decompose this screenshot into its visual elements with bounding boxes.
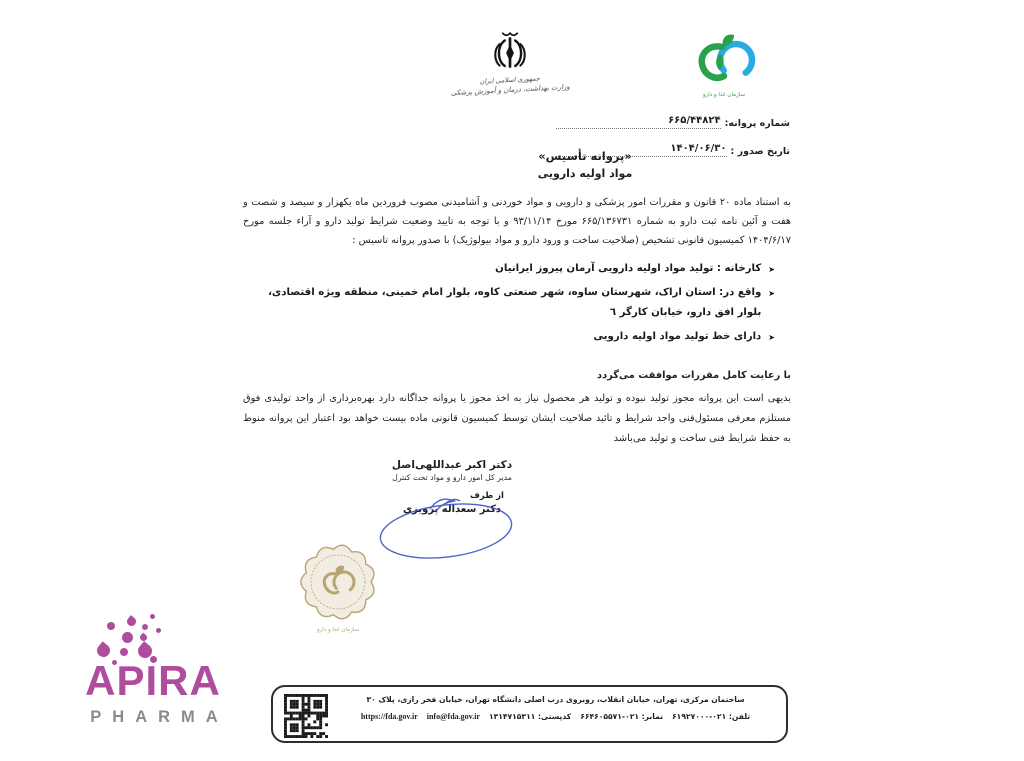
conditions-paragraph: بدیهی است این پروانه مجوز تولید نبوده و تولید هر محصول نیاز به اخذ مجوز یا پروانه جداگانه دارد بهره‌برداری از واحد تولیدی فوق مستلزم معرفی مسئول‌فنی واجد شرایط و تائید صلاحیت ایشان توسط کمیسیون قانونی ماده بیست خواهد بود اعتبار این پروانه منوط به حفظ شرایط فنی ساخت و تولید می‌باشد — [243, 393, 791, 445]
title-block — [505, 149, 665, 180]
signature-block — [333, 459, 571, 515]
brand-subname: PHARMA — [90, 708, 229, 726]
signatory-name: دکتر اکبر عبداللهی‌اصل — [391, 459, 513, 471]
seal-caption: سازمان غذا و دارو — [316, 627, 360, 633]
signatory-role: مدیر کل امور دارو و مواد تحت کنترل — [392, 473, 512, 482]
issue-date-value: ۱۴۰۴/۰۶/۳۰ — [670, 143, 727, 154]
factory-text: کارخانه : تولید مواد اولیه دارویی آرمان پیروز ایرانیان — [495, 263, 762, 274]
qr-code — [284, 694, 328, 738]
arrow-bullet-icon: ➤ — [768, 265, 775, 274]
list-item-location — [243, 283, 775, 322]
postal-item: کدپستی: ۱۳۱۴۷۱۵۳۱۱ — [488, 712, 572, 721]
license-number-value: ۶۶۵/۴۴۸۲۴ — [668, 115, 721, 126]
footer-text — [335, 695, 776, 721]
legal-paragraph: به استناد ماده ۲۰ قانون و مقررات امور پزشکی و دارویی و مواد خوردنی و آشامیدنی مصوب فروردین ماه یکهزار و سیصد و شصت و هفت و آئین نامه ثبت دارو به شماره ۶۶۵/۱۳۶۷۳۱ مورخ ۹۳/۱۱/۱۴ و با توجه به تایید وضعیت شرایط تولید دارو و آراء جلسه مورخ ۱۴۰۴/۶/۱۷ کمیسیون قانونی تشخیص (صلاحیت ساخت و ورود دارو و مواد بیولوژیک) با صدور پروانه تاسیس : — [243, 197, 791, 247]
footer-address: ساختمان مرکزی، تهران، خیابان انقلاب، روبروی درب اصلی دانشگاه تهران، خیابان فخر رازی، پلاک ۳۰ — [366, 695, 745, 704]
fda-apple-icon — [684, 32, 764, 90]
document-subtitle: مواد اولیه دارویی — [537, 167, 633, 180]
phone-item: تلفن: ۰۲۱-۶۱۹۲۷۰۰۰ — [672, 712, 751, 721]
production-line-text: دارای خط تولید مواد اولیه دارویی — [593, 331, 762, 343]
brand-name: APIRA — [85, 657, 221, 704]
embossed-gold-seal — [294, 544, 382, 640]
arrow-bullet-icon: ➤ — [768, 289, 775, 299]
issue-date-label: تاریخ صدور : — [730, 146, 790, 157]
deputy-name: دکتر سعداله پرویزی — [402, 504, 502, 515]
document-title: «پروانه تأسیس» — [538, 149, 632, 163]
ministry-header — [420, 71, 601, 98]
arrow-bullet-icon: ➤ — [768, 333, 775, 343]
list-item-factory — [243, 259, 775, 278]
fda-logo — [684, 32, 764, 100]
location-text: واقع در: استان اراک، شهرستان ساوه، شهر صنعتی کاوه، بلوار امام خمینی، منطقه ویژه اقتصادی، بلوار افق دارو، خیابان کارگر ٦ — [268, 287, 762, 318]
footer-email: info@fda.gov.ir — [426, 712, 480, 721]
footer-contacts-row — [335, 712, 776, 721]
fda-caption: سازمان غذا و دارو — [702, 92, 746, 98]
license-number-leader — [556, 108, 721, 129]
list-item-production-line — [243, 327, 775, 346]
gold-seal-icon — [294, 544, 382, 626]
iran-emblem-icon — [487, 28, 533, 78]
license-number-row — [556, 108, 790, 129]
apira-pharma-logo — [52, 608, 252, 738]
approval-line: با رعایت کامل مقررات موافقت می‌گردد — [597, 370, 791, 381]
footer-website: https://fda.gov.ir — [360, 712, 418, 721]
on-behalf-label: از طرف — [470, 491, 504, 501]
ministry-line2: وزارت بهداشت، درمان و آموزش پزشکی — [450, 82, 570, 98]
footer-contact-box — [271, 685, 788, 743]
license-details-list — [243, 259, 775, 352]
fax-item: نمابر: ۰۲۱-۶۶۴۶۰۵۵۷۱ — [580, 712, 664, 721]
ministry-line1: جمهوری اسلامی ایران — [479, 74, 541, 86]
license-number-label: شماره پروانه: — [724, 118, 790, 129]
